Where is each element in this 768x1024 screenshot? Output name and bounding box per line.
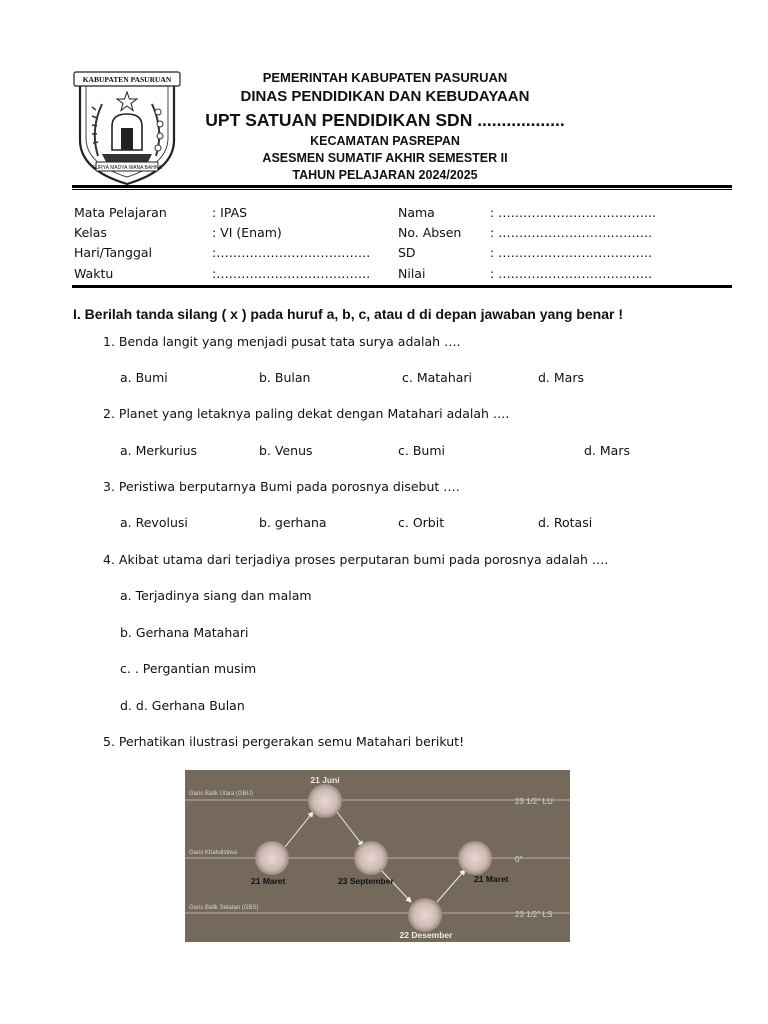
- question-1-option-d[interactable]: d. Mars: [538, 370, 584, 385]
- question-4-option-d[interactable]: d. d. Gerhana Bulan: [120, 698, 245, 713]
- question-1-option-a[interactable]: a. Bumi: [120, 370, 168, 385]
- sun-21-march-left: [255, 841, 289, 875]
- question-2-option-d[interactable]: d. Mars: [584, 443, 630, 458]
- info-absence-no-field[interactable]: : ……………………………….: [490, 225, 653, 240]
- tropic-of-capricorn-label: Garis Balik Selatan (GBS): [189, 905, 259, 911]
- sun-21-march-right: [458, 841, 492, 875]
- question-3-option-b[interactable]: b. gerhana: [259, 515, 327, 530]
- question-1-option-c[interactable]: c. Matahari: [402, 370, 473, 385]
- info-divider-bottom: [72, 285, 732, 288]
- info-subject-value: : IPAS: [212, 205, 248, 220]
- header-divider-top-thin: [72, 189, 732, 190]
- info-name-label: Nama: [398, 205, 435, 220]
- info-score-field[interactable]: : ……………………………….: [490, 266, 653, 281]
- info-school-label: SD: [398, 245, 416, 260]
- equator-label: Garis Khatulistiwa: [189, 850, 238, 856]
- tropic-of-cancer-label: Garis Balik Utara (GBU): [189, 791, 254, 797]
- question-3-option-c[interactable]: c. Orbit: [398, 515, 445, 530]
- header-academic-year: TAHUN PELAJARAN 2024/2025: [292, 168, 478, 182]
- question-4-text: 4. Akibat utama dari terjadiya proses perputaran bumi pada porosnya adalah ….: [103, 552, 609, 567]
- sun-apparent-motion-illustration: [185, 770, 570, 942]
- question-3-option-a[interactable]: a. Revolusi: [120, 515, 188, 530]
- question-3-option-d[interactable]: d. Rotasi: [538, 515, 593, 530]
- info-absence-no-label: No. Absen: [398, 225, 462, 240]
- date-label-21-march-right: 21 Maret: [474, 874, 509, 884]
- question-4-option-a[interactable]: a. Terjadinya siang dan malam: [120, 588, 312, 603]
- question-2-option-a[interactable]: a. Merkurius: [120, 443, 198, 458]
- info-name-field[interactable]: : ………………………………..: [490, 205, 657, 220]
- header-government: PEMERINTAH KABUPATEN PASURUAN: [262, 70, 508, 85]
- date-label-21-march-left: 21 Maret: [251, 876, 286, 886]
- regency-emblem: [72, 70, 182, 188]
- info-score-label: Nilai: [398, 266, 426, 281]
- info-class-value: : VI (Enam): [212, 225, 282, 240]
- info-time-label: Waktu: [74, 266, 114, 281]
- question-1-text: 1. Benda langit yang menjadi pusat tata surya adalah ….: [103, 334, 461, 349]
- latitude-north-label: 23 1/2° LU: [515, 797, 553, 806]
- date-label-21-june: 21 Juni: [310, 775, 340, 785]
- section-instruction: I. Berilah tanda silang ( x ) pada huruf a, b, c, atau d di depan jawaban yang benar !: [73, 306, 623, 322]
- latitude-equator-label: 0°: [515, 855, 523, 864]
- question-4-option-b[interactable]: b. Gerhana Matahari: [120, 625, 249, 640]
- sun-23-september: [354, 841, 388, 875]
- emblem-motto-text: SURYA MADYA WANA BAHNA: [92, 165, 162, 171]
- header-school: UPT SATUAN PENDIDIKAN SDN ..................: [205, 110, 565, 130]
- question-3-text: 3. Peristiwa berputarnya Bumi pada porosnya disebut ….: [103, 479, 460, 494]
- info-date-label: Hari/Tanggal: [74, 245, 153, 260]
- info-school-field[interactable]: : ……………………………….: [490, 245, 653, 260]
- header-divider-top: [72, 185, 732, 188]
- question-1-option-b[interactable]: b. Bulan: [259, 370, 311, 385]
- header-district: KECAMATAN PASREPAN: [310, 134, 460, 148]
- info-class-label: Kelas: [74, 225, 107, 240]
- question-4-option-c[interactable]: c. . Pergantian musim: [120, 661, 257, 676]
- info-time-field[interactable]: :……………………………….: [212, 266, 371, 281]
- question-2-text: 2. Planet yang letaknya paling dekat dengan Matahari adalah ….: [103, 406, 510, 421]
- header-department: DINAS PENDIDIKAN DAN KEBUDAYAAN: [240, 88, 530, 105]
- question-5-text: 5. Perhatikan ilustrasi pergerakan semu Matahari berikut!: [103, 734, 465, 749]
- header-exam-title: ASESMEN SUMATIF AKHIR SEMESTER II: [262, 151, 508, 165]
- latitude-south-label: 23 1/2° LS: [515, 910, 553, 919]
- sun-21-june: [308, 784, 342, 818]
- date-label-23-september: 23 September: [338, 876, 394, 886]
- emblem-banner-text: KABUPATEN PASURUAN: [82, 75, 172, 84]
- question-2-option-c[interactable]: c. Bumi: [398, 443, 445, 458]
- info-date-field[interactable]: :……………………………….: [212, 245, 371, 260]
- info-subject-label: Mata Pelajaran: [74, 205, 167, 220]
- date-label-22-december: 22 Desember: [399, 930, 453, 940]
- question-2-option-b[interactable]: b. Venus: [259, 443, 313, 458]
- sun-22-december: [408, 898, 442, 932]
